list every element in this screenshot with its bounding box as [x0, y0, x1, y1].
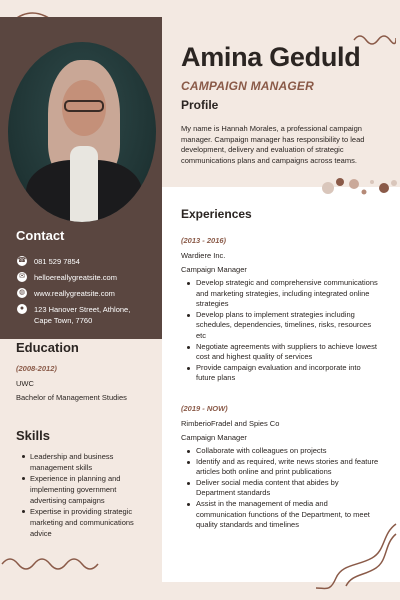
- email-icon: ✉: [17, 272, 27, 282]
- job-2-role: Campaign Manager: [181, 433, 247, 442]
- job-1-company: Wardiere Inc.: [181, 251, 226, 260]
- globe-icon: ◍: [18, 289, 26, 296]
- list-item: Deliver social media content that abides by Department standards: [187, 478, 379, 499]
- website-text[interactable]: www.reallygreatsite.com: [34, 289, 115, 298]
- list-item: Collaborate with colleagues on projects: [187, 446, 379, 457]
- list-item: Leadership and business management skills: [22, 451, 152, 473]
- candidate-job-title: CAMPAIGN MANAGER: [181, 79, 314, 93]
- list-item: Negotiate agreements with suppliers to achieve lowest cost and highest quality of services: [187, 342, 379, 363]
- decorative-dots: [318, 172, 400, 200]
- phone-text: 081 529 7854: [34, 257, 80, 266]
- email-text[interactable]: helloereallygreatsite.com: [34, 273, 117, 282]
- job-2-years: (2019 - NOW): [181, 404, 228, 413]
- profile-text: My name is Hannah Morales, a professional campaign manager. Campaign manager has responsibility to lead development, delivery and evaluation of strategic communications plans and campaigns across teams.: [181, 124, 365, 165]
- contact-phone: [17, 256, 80, 267]
- location-pin-icon: ●: [17, 304, 27, 314]
- job-2-company: RimberioFradel and Spies Co: [181, 419, 280, 428]
- education-degree: Bachelor of Management Studies: [16, 393, 127, 402]
- list-item: Expertise in providing strategic marketing and communications advice: [22, 506, 152, 539]
- job-2-bullets: [187, 446, 379, 531]
- profile-heading: Profile: [181, 98, 219, 112]
- education-years: (2008-2012): [16, 364, 57, 373]
- list-item: Assist in the management of media and communication functions of the Department, to meet quality standards and timelines: [187, 499, 379, 531]
- candidate-name: Amina Geduld: [181, 42, 361, 72]
- contact-address: [17, 304, 149, 326]
- job-1-bullets: [187, 278, 379, 384]
- skills-heading: Skills: [16, 428, 50, 443]
- decorative-squiggle-bottom-right: [312, 520, 398, 590]
- contact-heading: Contact: [16, 228, 65, 243]
- contact-website[interactable]: [17, 288, 115, 299]
- education-heading: Education: [16, 340, 79, 355]
- skills-list: [22, 451, 152, 539]
- job-1-role: Campaign Manager: [181, 265, 247, 274]
- profile-photo: [8, 42, 156, 222]
- decorative-squiggle-bottom-left: [0, 552, 100, 572]
- address-text: 123 Hanover Street, Athlone, Cape Town, 7760: [34, 305, 131, 325]
- list-item: Develop strategic and comprehensive communications and marketing strategies, including integrated online strategies: [187, 278, 379, 310]
- contact-email[interactable]: [17, 272, 117, 283]
- list-item: Experience in planning and implementing government advertising campaigns: [22, 473, 152, 506]
- list-item: Develop plans to implement strategies including schedules, dependencies, timelines, risks, resources etc: [187, 310, 379, 342]
- phone-icon: ☎: [17, 257, 27, 264]
- experiences-heading: Experiences: [181, 207, 252, 221]
- list-item: Identify and as required, write news stories and feature articles both online and print publications: [187, 457, 379, 478]
- list-item: Provide campaign evaluation and incorporate into future plans: [187, 363, 379, 384]
- job-1-years: (2013 - 2016): [181, 236, 227, 245]
- education-school: UWC: [16, 379, 34, 388]
